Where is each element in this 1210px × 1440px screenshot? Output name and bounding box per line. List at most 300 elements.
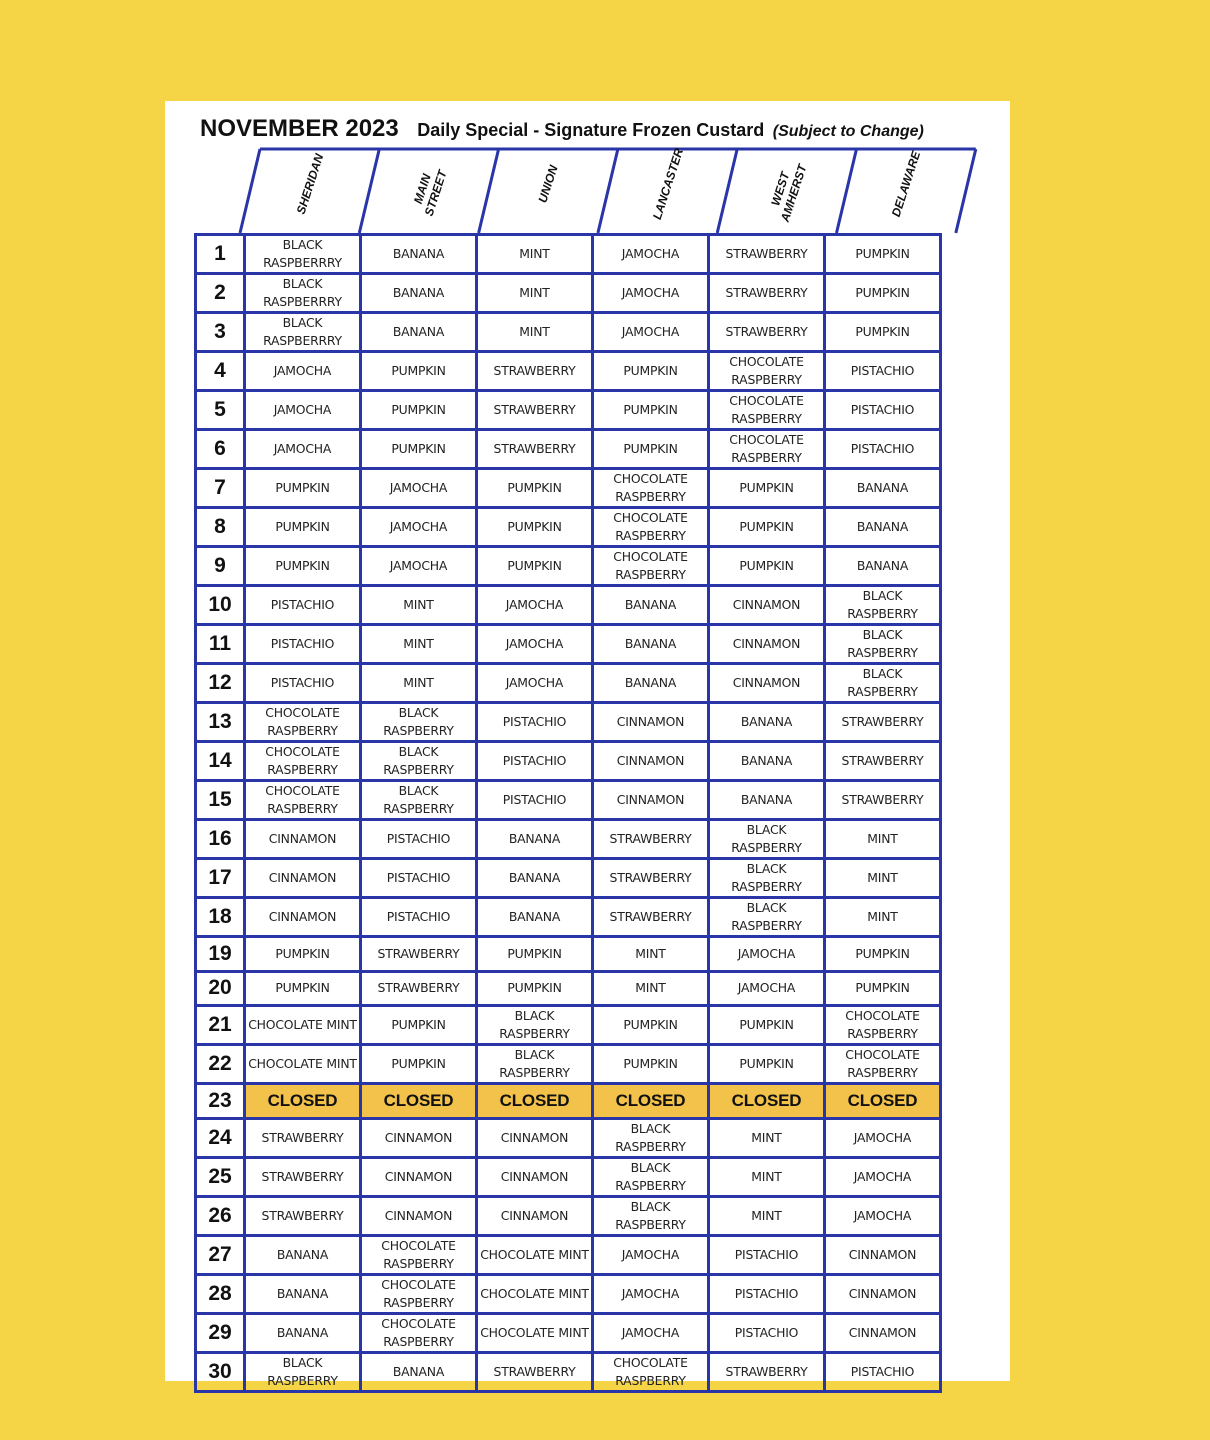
flavor-label: JAMOCHA [621, 1285, 680, 1301]
flavor-label: MINT [867, 831, 898, 846]
flavor-label: STRAWBERRY [493, 363, 576, 378]
table-row [196, 937, 941, 972]
flavor-cell [361, 664, 477, 703]
flavor-cell [477, 352, 593, 391]
flavor-cell [593, 1235, 709, 1274]
header-divider [956, 149, 976, 233]
table-row [196, 971, 941, 1006]
day-number: 14 [196, 742, 245, 781]
flavor-label: MINT [519, 246, 550, 261]
flavor-label: CHOCOLATE RASPBERRY [845, 1047, 920, 1081]
flavor-cell [361, 352, 477, 391]
flavor-label: CINNAMON [384, 1207, 453, 1223]
flavor-label: STRAWBERRY [493, 1363, 576, 1379]
flavor-cell [477, 898, 593, 937]
table-row [196, 1006, 941, 1045]
flavor-cell [593, 1352, 709, 1391]
flavor-label: CINNAMON [848, 1285, 917, 1301]
flavor-label: PUMPKIN [623, 363, 678, 378]
flavor-cell [245, 625, 361, 664]
flavor-cell [593, 820, 709, 859]
flavor-cell [361, 859, 477, 898]
flavor-cell [593, 235, 709, 274]
flavor-cell [825, 820, 941, 859]
flavor-label: CINNAMON [268, 870, 337, 885]
flavor-label: CHOCOLATE RASPBERRY [613, 471, 688, 504]
flavor-cell [709, 274, 825, 313]
flavor-label: CLOSED [499, 1090, 570, 1110]
flavor-label: CINNAMON [384, 1168, 453, 1184]
flavor-cell [825, 971, 941, 1006]
table-row [196, 1045, 941, 1084]
flavor-cell [361, 430, 477, 469]
flavor-cell [709, 1235, 825, 1274]
location-header-delaware: DELAWARE [888, 149, 924, 219]
flavor-cell [709, 898, 825, 937]
flavor-cell [245, 1006, 361, 1045]
flavor-cell [245, 971, 361, 1006]
flavor-cell [477, 391, 593, 430]
flavor-label: PUMPKIN [275, 519, 330, 534]
flavor-cell [477, 586, 593, 625]
flavor-label: MINT [867, 909, 898, 924]
flavor-cell [245, 508, 361, 547]
flavor-label: CHOCOLATE MINT [480, 1246, 589, 1262]
flavor-label: MINT [519, 285, 550, 300]
flavor-label: PISTACHIO [734, 1285, 799, 1301]
header-divider [359, 149, 379, 233]
flavor-cell [593, 274, 709, 313]
flavor-label: STRAWBERRY [841, 753, 924, 768]
flavor-label: PISTACHIO [850, 363, 915, 378]
flavor-label: PUMPKIN [623, 1056, 678, 1072]
flavor-label: PISTACHIO [734, 1246, 799, 1262]
flavor-label: BANANA [740, 714, 793, 729]
table-row [196, 1118, 941, 1157]
header-divider [598, 149, 618, 233]
flavor-label: CHOCOLATE MINT [248, 1056, 357, 1072]
table-row [196, 1084, 941, 1119]
flavor-cell [593, 1045, 709, 1084]
flavor-label: PUMPKIN [855, 324, 910, 339]
flavor-cell [593, 859, 709, 898]
day-number: 5 [196, 391, 245, 430]
flavor-label: PUMPKIN [739, 558, 794, 573]
flavor-label: PUMPKIN [275, 945, 330, 961]
flavor-label: JAMOCHA [505, 597, 564, 612]
flavor-cell [709, 664, 825, 703]
flavor-cell [709, 313, 825, 352]
flavor-label: BANANA [740, 753, 793, 768]
flavor-label: PUMPKIN [275, 980, 330, 996]
flavor-cell [593, 742, 709, 781]
flavor-cell [709, 1313, 825, 1352]
closed-cell [361, 1084, 477, 1119]
table-row [196, 1196, 941, 1235]
flavor-cell [825, 859, 941, 898]
header-divider [479, 149, 499, 233]
flavor-cell [825, 1196, 941, 1235]
flavor-cell [477, 313, 593, 352]
flavor-cell [361, 313, 477, 352]
location-header-sheridan: SHERIDAN [293, 152, 326, 216]
flavor-label: CHOCOLATE RASPBERRY [381, 1237, 456, 1271]
flavor-cell [477, 1313, 593, 1352]
flavor-label: PUMPKIN [391, 1056, 446, 1072]
flavor-label: BANANA [740, 792, 793, 807]
flavor-label: BANANA [392, 285, 445, 300]
flavor-label: CHOCOLATE RASPBERRY [845, 1008, 920, 1042]
flavor-label: STRAWBERRY [725, 246, 808, 261]
day-number: 25 [196, 1157, 245, 1196]
flavor-label: JAMOCHA [853, 1129, 912, 1145]
flavor-cell [709, 469, 825, 508]
table-row [196, 1157, 941, 1196]
day-number: 18 [196, 898, 245, 937]
day-number: 23 [196, 1084, 245, 1119]
flavor-label: JAMOCHA [737, 980, 796, 996]
flavor-label: JAMOCHA [389, 480, 448, 495]
flavor-cell [825, 664, 941, 703]
flavor-cell [477, 859, 593, 898]
flavor-cell [477, 1274, 593, 1313]
flavor-cell [361, 469, 477, 508]
flavor-label: JAMOCHA [853, 1207, 912, 1223]
flavor-cell [361, 703, 477, 742]
table-row [196, 1235, 941, 1274]
flavor-label: CINNAMON [268, 909, 337, 924]
flavor-label: STRAWBERRY [725, 1363, 808, 1379]
flavor-label: PUMPKIN [739, 519, 794, 534]
flavor-label: BLACK RASPBERRY [847, 588, 918, 621]
flavor-label: BANANA [276, 1246, 329, 1262]
flavor-cell [593, 703, 709, 742]
flavor-label: CINNAMON [616, 714, 685, 729]
flavor-label: BANANA [856, 480, 909, 495]
table-row [196, 664, 941, 703]
flavor-label: CHOCOLATE RASPBERRY [729, 393, 804, 426]
flavor-cell [477, 469, 593, 508]
flavor-label: CHOCOLATE RASPBERRY [613, 1354, 688, 1388]
flavor-cell [477, 625, 593, 664]
flavor-label: BANANA [392, 246, 445, 261]
table-row [196, 274, 941, 313]
header-divider [717, 149, 737, 233]
flavor-cell [593, 547, 709, 586]
flavor-cell [825, 937, 941, 972]
day-number: 28 [196, 1274, 245, 1313]
flavor-label: BANANA [624, 636, 677, 651]
flavor-cell [825, 547, 941, 586]
flavor-label: BANANA [508, 870, 561, 885]
flavor-cell [245, 391, 361, 430]
flavor-label: JAMOCHA [505, 675, 564, 690]
flavor-label: PUMPKIN [855, 246, 910, 261]
flavor-label: CLOSED [847, 1090, 918, 1110]
flavor-label: BANANA [392, 324, 445, 339]
flavor-label: MINT [635, 945, 666, 961]
flavor-cell [245, 586, 361, 625]
flavor-label: BLACK RASPBERRY [383, 783, 454, 816]
flavor-cell [245, 235, 361, 274]
flavor-cell [709, 971, 825, 1006]
flavor-cell [361, 508, 477, 547]
flavor-label: JAMOCHA [621, 324, 680, 339]
flavor-label: STRAWBERRY [609, 831, 692, 846]
flavor-label: PUMPKIN [623, 1017, 678, 1033]
table-row [196, 1313, 941, 1352]
flavor-cell [825, 1118, 941, 1157]
flavor-label: CHOCOLATE MINT [480, 1324, 589, 1340]
day-number: 6 [196, 430, 245, 469]
flavor-cell [825, 274, 941, 313]
flavor-label: BLACK RASPBERRRY [263, 276, 342, 309]
flavor-cell [361, 742, 477, 781]
flavor-label: JAMOCHA [621, 1246, 680, 1262]
flavor-cell [477, 971, 593, 1006]
flavor-label: MINT [751, 1129, 782, 1145]
flavor-label: BLACK RASPBERRY [383, 744, 454, 777]
flavor-label: JAMOCHA [389, 558, 448, 573]
flavor-cell [825, 352, 941, 391]
flavor-label: PISTACHIO [386, 909, 451, 924]
flavor-label: PUMPKIN [507, 558, 562, 573]
closed-cell [245, 1084, 361, 1119]
flavor-label: STRAWBERRY [841, 714, 924, 729]
flavor-cell [593, 508, 709, 547]
flavor-cell [709, 1045, 825, 1084]
day-number: 27 [196, 1235, 245, 1274]
flavor-label: STRAWBERRY [261, 1168, 344, 1184]
flavor-cell [477, 820, 593, 859]
flavor-cell [245, 703, 361, 742]
flavor-label: PUMPKIN [507, 945, 562, 961]
flavor-cell [825, 508, 941, 547]
page-subtitle: Daily Special - Signature Frozen Custard [417, 120, 765, 140]
flavor-cell [825, 742, 941, 781]
flavor-cell [593, 391, 709, 430]
location-header-union: UNION [535, 163, 561, 205]
flavor-label: BLACK RASPBERRY [615, 1198, 686, 1232]
flavor-cell [825, 1006, 941, 1045]
flavor-label: PUMPKIN [623, 402, 678, 417]
flavor-label: JAMOCHA [273, 363, 332, 378]
flavor-cell [709, 859, 825, 898]
flavor-label: BLACK RASPBERRY [499, 1047, 570, 1081]
flavor-cell [825, 703, 941, 742]
day-number: 29 [196, 1313, 245, 1352]
closed-cell [709, 1084, 825, 1119]
flavor-label: MINT [867, 870, 898, 885]
flavor-cell [709, 820, 825, 859]
flavor-cell [245, 274, 361, 313]
flavor-label: STRAWBERRY [261, 1207, 344, 1223]
flavor-cell [245, 664, 361, 703]
month-title: NOVEMBER 2023 [200, 115, 399, 142]
flavor-cell [477, 1118, 593, 1157]
table-row [196, 469, 941, 508]
flavor-cell [709, 586, 825, 625]
flavor-label: PUMPKIN [507, 480, 562, 495]
flavor-cell [361, 1352, 477, 1391]
flavor-label: BLACK RASPBERRY [267, 1354, 338, 1388]
flavor-label: PISTACHIO [850, 1363, 915, 1379]
flavor-cell [593, 586, 709, 625]
flavor-label: STRAWBERRY [493, 402, 576, 417]
table-row [196, 430, 941, 469]
flavor-cell [361, 1235, 477, 1274]
day-number: 15 [196, 781, 245, 820]
flavor-cell [361, 781, 477, 820]
flavor-label: BANANA [276, 1285, 329, 1301]
flavor-cell [477, 781, 593, 820]
table-row [196, 703, 941, 742]
flavor-cell [709, 508, 825, 547]
flavor-cell [245, 547, 361, 586]
flavor-cell [709, 430, 825, 469]
flavor-label: MINT [403, 597, 434, 612]
flavor-cell [245, 469, 361, 508]
flavor-label: BANANA [624, 675, 677, 690]
flavor-label: PUMPKIN [855, 945, 910, 961]
flavor-cell [245, 1274, 361, 1313]
day-number: 26 [196, 1196, 245, 1235]
flavor-cell [593, 781, 709, 820]
flavor-cell [477, 1006, 593, 1045]
flavor-cell [593, 352, 709, 391]
flavor-label: BANANA [856, 519, 909, 534]
flavor-label: CHOCOLATE MINT [480, 1285, 589, 1301]
flavor-label: BANANA [392, 1363, 445, 1379]
flavor-label: CINNAMON [616, 753, 685, 768]
flavor-label: PUMPKIN [623, 441, 678, 456]
flavor-cell [593, 664, 709, 703]
flavor-cell [245, 1045, 361, 1084]
flavor-label: JAMOCHA [505, 636, 564, 651]
flavor-cell [361, 1313, 477, 1352]
flavor-label: STRAWBERRY [841, 792, 924, 807]
flavor-label: CINNAMON [732, 636, 801, 651]
flavor-label: JAMOCHA [273, 441, 332, 456]
flavor-label: PUMPKIN [275, 558, 330, 573]
flavor-cell [593, 1274, 709, 1313]
flavor-label: MINT [635, 980, 666, 996]
flavor-cell [477, 1157, 593, 1196]
flavor-cell [709, 625, 825, 664]
flavor-label: JAMOCHA [853, 1168, 912, 1184]
flavor-cell [361, 937, 477, 972]
flavor-cell [361, 1274, 477, 1313]
flavor-label: JAMOCHA [621, 285, 680, 300]
location-header-lancaster: LANCASTER [649, 146, 686, 222]
flavor-cell [361, 274, 477, 313]
flavor-label: CHOCOLATE RASPBERRY [613, 549, 688, 582]
day-number: 13 [196, 703, 245, 742]
flavor-cell [245, 1235, 361, 1274]
flavor-cell [709, 742, 825, 781]
flavor-label: BLACK RASPBERRRY [263, 237, 342, 270]
day-number: 16 [196, 820, 245, 859]
flavor-label: JAMOCHA [273, 402, 332, 417]
flavor-label: CLOSED [731, 1090, 802, 1110]
flavor-cell [477, 664, 593, 703]
flavor-cell [361, 625, 477, 664]
flavor-label: PUMPKIN [391, 1017, 446, 1033]
flavor-label: BLACK RASPBERRY [383, 705, 454, 738]
closed-cell [593, 1084, 709, 1119]
flavor-cell [361, 586, 477, 625]
flavor-label: BLACK RASPBERRY [847, 666, 918, 699]
flavor-cell [709, 1006, 825, 1045]
flavor-cell [593, 430, 709, 469]
flavor-label: CLOSED [383, 1090, 454, 1110]
flavor-label: PUMPKIN [739, 1017, 794, 1033]
flavor-label: CHOCOLATE RASPBERRY [265, 783, 340, 816]
flavor-label: JAMOCHA [621, 1324, 680, 1340]
flavor-label: PISTACHIO [502, 753, 567, 768]
flavor-cell [825, 781, 941, 820]
flavor-cell [477, 508, 593, 547]
flavor-label: CHOCOLATE RASPBERRY [265, 744, 340, 777]
flavor-label: CINNAMON [732, 597, 801, 612]
flavor-label: PUMPKIN [391, 402, 446, 417]
flavor-cell [825, 1157, 941, 1196]
flavor-label: CINNAMON [848, 1324, 917, 1340]
day-number: 4 [196, 352, 245, 391]
closed-cell [477, 1084, 593, 1119]
flavor-cell [361, 1045, 477, 1084]
flavor-cell [477, 742, 593, 781]
flavor-cell [361, 1157, 477, 1196]
flavor-label: PISTACHIO [734, 1324, 799, 1340]
table-row [196, 625, 941, 664]
flavor-cell [825, 625, 941, 664]
day-number: 19 [196, 937, 245, 972]
flavor-cell [825, 1313, 941, 1352]
table-row [196, 742, 941, 781]
flavor-cell [709, 391, 825, 430]
flavor-label: MINT [751, 1207, 782, 1223]
day-number: 9 [196, 547, 245, 586]
location-header-main-street: MAIN STREET [410, 168, 450, 218]
flavor-label: STRAWBERRY [609, 909, 692, 924]
flavor-cell [593, 469, 709, 508]
flavor-cell [477, 235, 593, 274]
flavor-cell [245, 1196, 361, 1235]
flavor-label: STRAWBERRY [493, 441, 576, 456]
flavor-cell [361, 235, 477, 274]
flavor-cell [825, 586, 941, 625]
day-number: 22 [196, 1045, 245, 1084]
flavor-cell [361, 898, 477, 937]
flavor-label: PISTACHIO [386, 831, 451, 846]
flavor-cell [593, 625, 709, 664]
flavor-cell [593, 313, 709, 352]
flavor-label: PISTACHIO [270, 597, 335, 612]
flavor-label: CLOSED [267, 1090, 338, 1110]
flavor-cell [361, 1118, 477, 1157]
flavor-label: PUMPKIN [855, 980, 910, 996]
flavor-cell [477, 1352, 593, 1391]
flavor-cell [593, 1006, 709, 1045]
flavor-label: CINNAMON [848, 1246, 917, 1262]
flavor-cell [593, 898, 709, 937]
flavor-label: CINNAMON [500, 1129, 569, 1145]
flavor-label: STRAWBERRY [725, 285, 808, 300]
flavor-cell [709, 1352, 825, 1391]
flavor-label: STRAWBERRY [261, 1129, 344, 1145]
day-number: 3 [196, 313, 245, 352]
